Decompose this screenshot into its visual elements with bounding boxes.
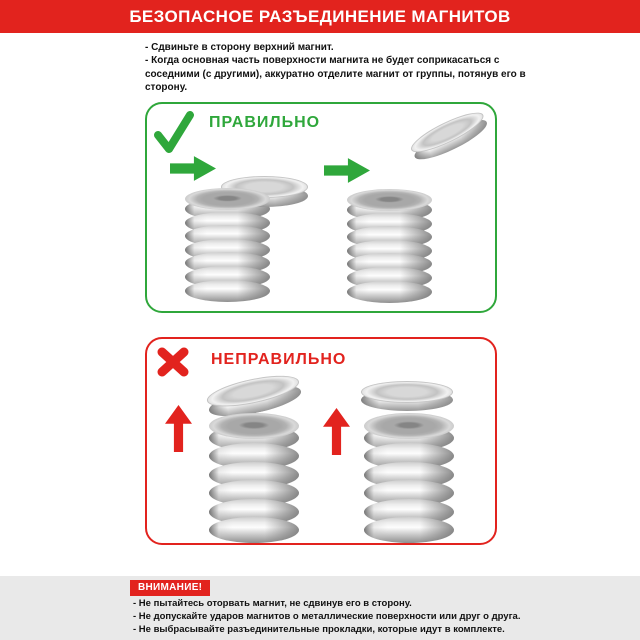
magnet-stack-top-face	[347, 189, 432, 211]
magnet-stack-top-face	[209, 413, 299, 439]
slide-arrow-icon	[170, 155, 216, 182]
checkmark-icon	[152, 108, 196, 156]
magnet-disc	[347, 281, 432, 303]
separated-magnet	[407, 106, 491, 166]
magnet-stack-left	[185, 198, 270, 302]
x-mark-icon	[156, 347, 190, 377]
intro-line: - Когда основная часть поверхности магнита не будет соприкасаться с соседними (с другими), аккуратно отделите магнит от группы, потянув его в сторону.	[145, 55, 526, 94]
magnet-stack-top-face	[185, 188, 270, 210]
magnet-stack-right	[347, 199, 432, 303]
correct-label: ПРАВИЛЬНО	[209, 114, 321, 131]
magnet-stack-right	[364, 425, 454, 543]
warning-list	[133, 597, 623, 636]
lifted-flat-magnet	[361, 381, 453, 411]
pull-up-arrow-icon	[323, 408, 350, 455]
intro-instructions	[145, 41, 531, 95]
magnet-stack-top-face	[364, 413, 454, 439]
pull-up-arrow-icon	[165, 405, 192, 452]
warning-badge: ВНИМАНИЕ!	[130, 580, 210, 596]
magnet-face	[361, 381, 453, 403]
warning-footer	[0, 576, 640, 640]
magnet-disc	[364, 517, 454, 543]
intro-line: - Сдвиньте в сторону верхний магнит.	[145, 42, 334, 53]
warning-item: - Не пытайтесь оторвать магнит, не сдвинув его в сторону.	[133, 598, 412, 609]
slide-arrow-icon	[324, 157, 370, 184]
correct-panel	[145, 102, 497, 313]
incorrect-label: НЕПРАВИЛЬНО	[211, 351, 347, 368]
magnet-disc	[185, 280, 270, 302]
magnet-stack-left	[209, 425, 299, 543]
warning-item: - Не выбрасывайте разъединительные прокладки, которые идут в комплекте.	[133, 624, 505, 635]
warning-item: - Не допускайте ударов магнитов о металлические поверхности или друг о друга.	[133, 611, 521, 622]
magnet-disc	[209, 517, 299, 543]
page-title: БЕЗОПАСНОЕ РАЗЪЕДИНЕНИЕ МАГНИТОВ	[129, 6, 511, 26]
incorrect-panel	[145, 337, 497, 545]
title-banner	[0, 0, 640, 33]
